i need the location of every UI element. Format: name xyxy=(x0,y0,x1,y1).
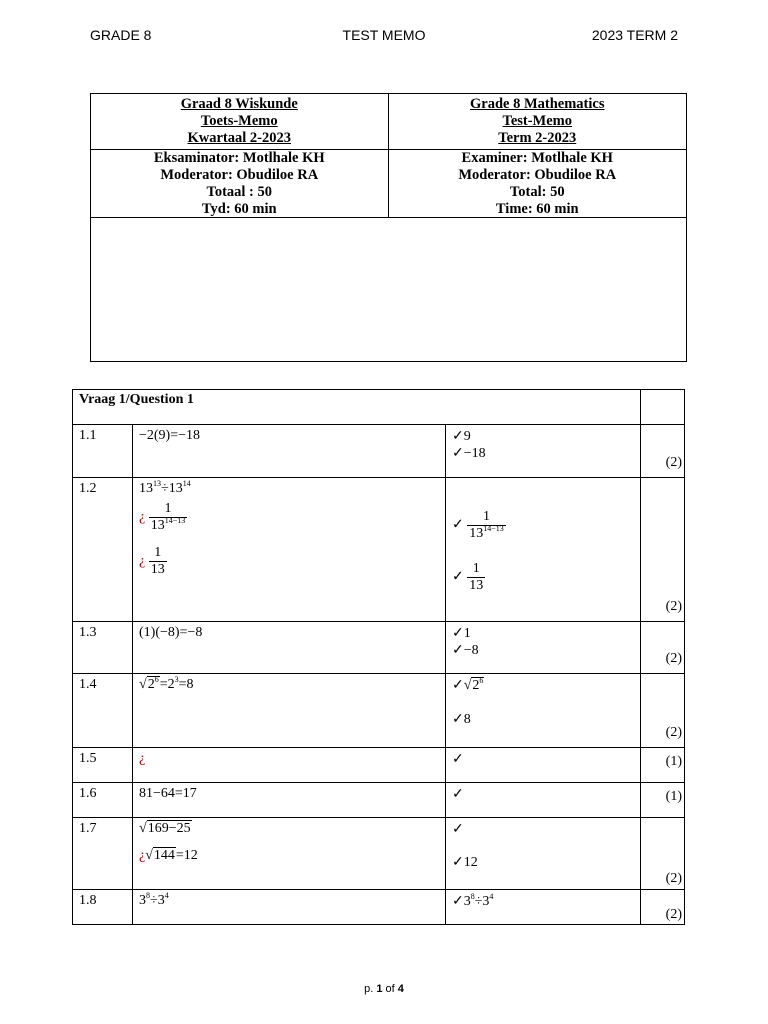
header-grade: GRADE 8 xyxy=(90,27,152,43)
question-number: 1.3 xyxy=(73,622,133,674)
question-title: Vraag 1/Question 1 xyxy=(73,390,641,425)
working: ¿ xyxy=(133,748,446,783)
check-mark: ✓ xyxy=(452,822,464,837)
working: $13^{13}\div 13^{14}$ ¿ $\frac{1}{13^{14-13}}$ ¿ $\frac{1}{13}$ xyxy=(133,478,446,622)
check-mark: ✓ xyxy=(452,787,464,802)
question-number: 1.7 xyxy=(73,818,133,890)
header-title: TEST MEMO xyxy=(342,27,426,43)
total-pages: 4 xyxy=(397,983,404,995)
check-mark: ✓ xyxy=(452,643,464,658)
mark-value: (2) xyxy=(665,907,682,922)
working: $3^8\div 3^4$ xyxy=(133,890,446,925)
mark-value: (2) xyxy=(665,725,682,740)
answer-marks xyxy=(446,748,641,783)
check-mark: ✓ xyxy=(452,517,464,533)
check-mark: ✓ xyxy=(452,855,464,870)
current-page: 1 xyxy=(376,983,383,995)
answer-marks xyxy=(446,478,641,622)
working: (1)(−8)=−8 xyxy=(133,622,446,674)
check-mark: ✓ xyxy=(452,626,464,641)
question-header-row xyxy=(73,390,685,425)
english-details: Examiner: Motlhale KH Moderator: Obudiloe RA Total: 50 Time: 60 min xyxy=(458,150,617,217)
info-table xyxy=(90,93,687,362)
mark-value: (2) xyxy=(665,455,682,470)
table-row xyxy=(73,674,685,748)
check-mark: ✓ xyxy=(452,569,464,585)
table-row xyxy=(73,478,685,622)
table-row xyxy=(73,748,685,783)
check-mark: ✓ xyxy=(452,678,464,693)
check-mark: ✓ xyxy=(452,712,464,727)
fraction: $\frac{1}{13}$ xyxy=(469,561,484,593)
working: $√2^6=2^3=8$ xyxy=(133,674,446,748)
mark-value: (1) xyxy=(665,789,682,804)
memo-table xyxy=(72,389,685,925)
table-row xyxy=(73,425,685,478)
mark-value: (2) xyxy=(665,599,682,614)
answer-marks: ✓9 ✓−18 xyxy=(446,425,641,478)
answer-marks xyxy=(446,783,641,818)
english-title: Grade 8 Mathematics Test-Memo Term 2-2023 xyxy=(470,96,605,146)
afrikaans-title: Graad 8 Wiskunde Toets-Memo Kwartaal 2-2023 xyxy=(91,94,389,149)
working: 81−64=17 xyxy=(133,783,446,818)
afrikaans-details: Eksaminator: Motlhale KH Moderator: Obudiloe RA Totaal : 50 Tyd: 60 min xyxy=(91,149,389,217)
table-row xyxy=(73,890,685,925)
working: −2(9)=−18 xyxy=(133,425,446,478)
mark-value: (1) xyxy=(665,754,682,769)
question-number: 1.8 xyxy=(73,890,133,925)
page-footer: p. 1 of 4 xyxy=(364,983,404,995)
table-row xyxy=(73,622,685,674)
question-number: 1.2 xyxy=(73,478,133,622)
question-number: 1.5 xyxy=(73,748,133,783)
fraction: $\frac{1}{13^{14-13}}$ xyxy=(469,509,504,541)
check-mark: ✓ xyxy=(452,894,464,909)
header-term: 2023 TERM 2 xyxy=(591,27,678,43)
question-number: 1.1 xyxy=(73,425,133,478)
answer-marks: ✓ ✓12 xyxy=(446,818,641,890)
table-row xyxy=(73,818,685,890)
working: √169−25 ¿√144=12 xyxy=(133,818,446,890)
table-row xyxy=(73,783,685,818)
answer-marks: ✓1 ✓−8 xyxy=(446,622,641,674)
fraction: $\frac{1}{13}$ xyxy=(150,545,165,577)
question-number: 1.4 xyxy=(73,674,133,748)
check-mark: ✓ xyxy=(452,446,464,461)
mark-value: (2) xyxy=(665,871,682,886)
question-number: 1.6 xyxy=(73,783,133,818)
answer-marks: $✓3^8\div 3^4$ xyxy=(446,890,641,925)
check-mark: ✓ xyxy=(452,429,464,444)
answer-marks: $✓√2^6$ ✓8 xyxy=(446,674,641,748)
fraction: $\frac{1}{13^{14-13}}$ xyxy=(150,501,186,533)
mark-value: (2) xyxy=(665,651,682,666)
check-mark: ✓ xyxy=(452,752,464,767)
